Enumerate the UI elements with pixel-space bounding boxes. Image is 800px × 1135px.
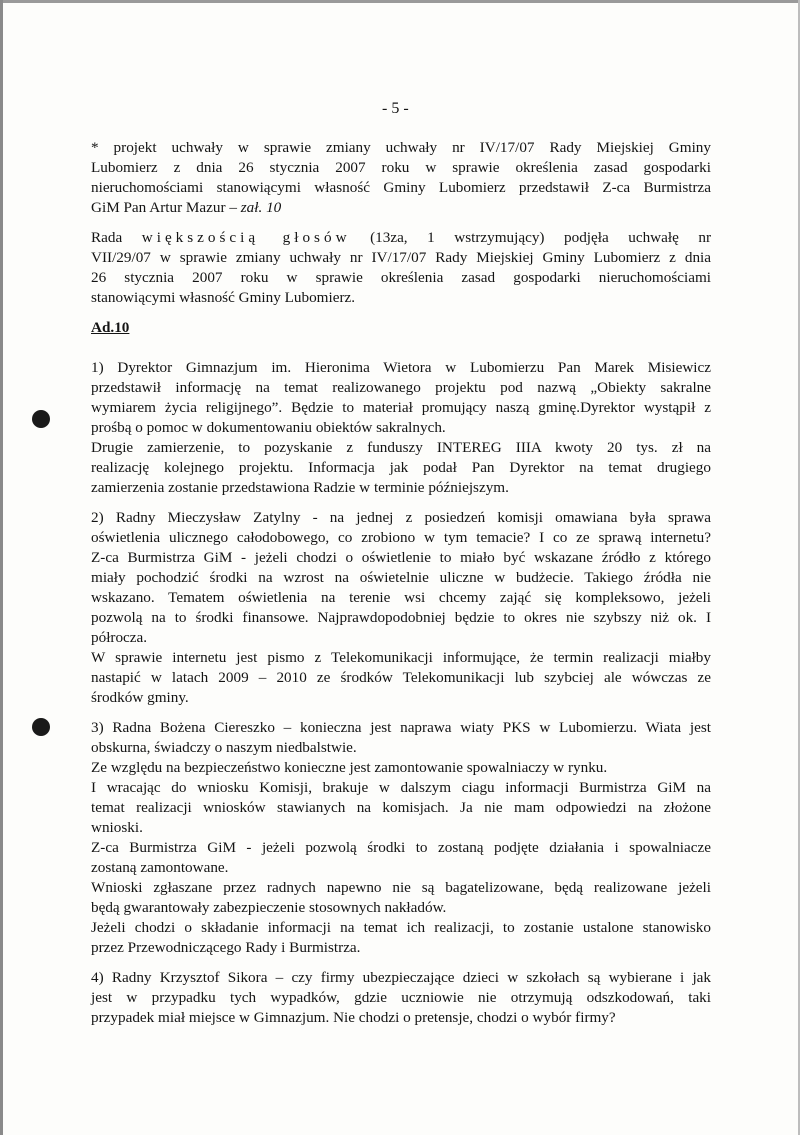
text-line: Lubomierz z dnia 26 stycznia 2007 roku w sprawie określenia zasad gospodarki	[91, 159, 711, 176]
text-line: przez Przewodniczącego Rady i Burmistrza.	[91, 939, 361, 956]
text-line: 3) Radna Bożena Ciereszko – konieczna jest naprawa wiaty PKS w Lubomierzu. Wiata jest	[91, 719, 711, 736]
text-line: Jeżeli chodzi o składanie informacji na temat ich realizacji, to zostanie ustalone stanowisko	[91, 919, 711, 936]
text-line: pozwolą na to środki finansowe. Najprawdopodobniej będzie to okres nie szybszy niż ok. I	[91, 609, 711, 626]
text-line: nieruchomościami stanowiącymi własność Gminy Lubomierz przedstawił Z-ca Burmistrza	[91, 179, 711, 196]
text-fragment: GiM Pan Artur Mazur – zał. 10	[91, 199, 282, 216]
text-line: realizację kolejnego projektu. Informacja jak podał Pan Dyrektor na temat drugiego	[91, 459, 711, 476]
document-body	[91, 138, 711, 1038]
text-line	[91, 198, 711, 218]
text-line: Z-ca Burmistrza GiM - jeżeli chodzi o oświetlenie to miało być wskazane źródło z którego	[91, 549, 711, 566]
text-line: Z-ca Burmistrza GiM - jeżeli pozwolą środki to zostaną podjęte działania i spowalniacze	[91, 839, 711, 856]
text-line	[91, 228, 711, 248]
text-line: VII/29/07 w sprawie zmiany uchwały nr IV/17/07 Rady Miejskiej Gminy Lubomierz z dnia	[91, 249, 711, 266]
text-line: 1) Dyrektor Gimnazjum im. Hieronima Wietora w Lubomierzu Pan Marek Misiewicz	[91, 359, 711, 376]
text-line: wymiarem życia religijnego”. Będzie to materiał promujący naszą gminę.Dyrektor wystąpił z	[91, 399, 711, 416]
text-line: wnioski.	[91, 819, 143, 836]
text-line: * projekt uchwały w sprawie zmiany uchwały nr IV/17/07 Rady Miejskiej Gminy	[91, 139, 711, 156]
text-fragment-spaced: większością głosów	[141, 229, 351, 246]
text-line: środków gminy.	[91, 689, 189, 706]
text-line: jest w przypadku tych wypadków, gdzie uczniowie nie otrzymują odszkodowań, taki	[91, 989, 711, 1006]
text-line: Wnioski zgłaszane przez radnych napewno nie są bagatelizowane, będą realizowane jeżeli	[91, 879, 711, 896]
text-line: Ze względu na bezpieczeństwo konieczne jest zamontowanie spowalniaczy w rynku.	[91, 759, 608, 776]
text-line: I wracając do wniosku Komisji, brakuje w dalszym ciagu informacji Burmistrza GiM na	[91, 779, 711, 796]
scan-edge	[0, 0, 3, 1135]
text-fragment: (13za, 1 wstrzymujący) podjęła uchwałę nr	[370, 229, 712, 246]
text-line: oświetlenia ulicznego całodobowego, co zrobiono w tym temacie? I co ze sprawą internetu?	[91, 529, 711, 546]
page-number: - 5 -	[382, 100, 409, 117]
text-line: prośbą o pomoc w dokumentowaniu obiektów sakralnych.	[91, 419, 446, 436]
text-line: stanowiącymi własność Gminy Lubomierz.	[91, 289, 356, 306]
scan-edge	[0, 0, 800, 3]
text-fragment: Rada	[91, 229, 123, 246]
item-1	[91, 358, 711, 498]
text-line: 2) Radny Mieczysław Zatylny - na jednej z posiedzeń komisji omawiana była sprawa	[91, 509, 711, 526]
text-line: przedstawił informację na temat realizowanego projektu pod nazwą „Obiekty sakralne	[91, 379, 711, 396]
item-2	[91, 508, 711, 708]
text-line: przypadek miał miejsce w Gimnazjum. Nie chodzi o pretensje, chodzi o wybór firmy?	[91, 1009, 616, 1026]
item-3	[91, 718, 711, 958]
text-line: obskurna, świadczy o naszym niedbalstwie.	[91, 739, 357, 756]
text-line: W sprawie internetu jest pismo z Telekomunikacji informujące, że termin realizacji miałby	[91, 649, 711, 666]
text-line: wskazano. Tematem oświetlenia na terenie wsi chcemy zająć się kompleksowo, jeżeli	[91, 589, 711, 606]
text-line: półrocza.	[91, 629, 148, 646]
section-heading: Ad.10	[91, 319, 130, 336]
text-line: miały pochodzić środki na wzrost na oświetelnie uliczne w budżecie. Takiego źródła nie	[91, 569, 711, 586]
text-line: będą gwarantowały zabezpieczenie stosownych nakładów.	[91, 899, 447, 916]
text-line: 4) Radny Krzysztof Sikora – czy firmy ubezpieczające dzieci w szkołach są wybierane i jak	[91, 969, 711, 986]
text-line: zamierzenia zostanie przedstawiona Radzie w terminie późniejszym.	[91, 479, 509, 496]
text-line: nastapić w latach 2009 – 2010 ze środków Telekomunikacji lub szybciej ale wówczas ze	[91, 669, 711, 686]
punch-hole	[32, 410, 50, 428]
paragraph-resolution-draft	[91, 138, 711, 218]
item-4	[91, 968, 711, 1028]
text-line: 26 stycznia 2007 roku w sprawie określenia zasad gospodarki nieruchomościami	[91, 269, 711, 286]
punch-hole	[32, 718, 50, 736]
text-line: zostaną zamontowane.	[91, 859, 229, 876]
text-line: Drugie zamierzenie, to pozyskanie z funduszy INTEREG IIIA kwoty 20 tys. zł na	[91, 439, 711, 456]
text-line: temat realizacji wniosków stawianych na komisjach. Ja nie mam odpowiedzi na złożone	[91, 799, 711, 816]
paragraph-resolution-adopted	[91, 228, 711, 308]
